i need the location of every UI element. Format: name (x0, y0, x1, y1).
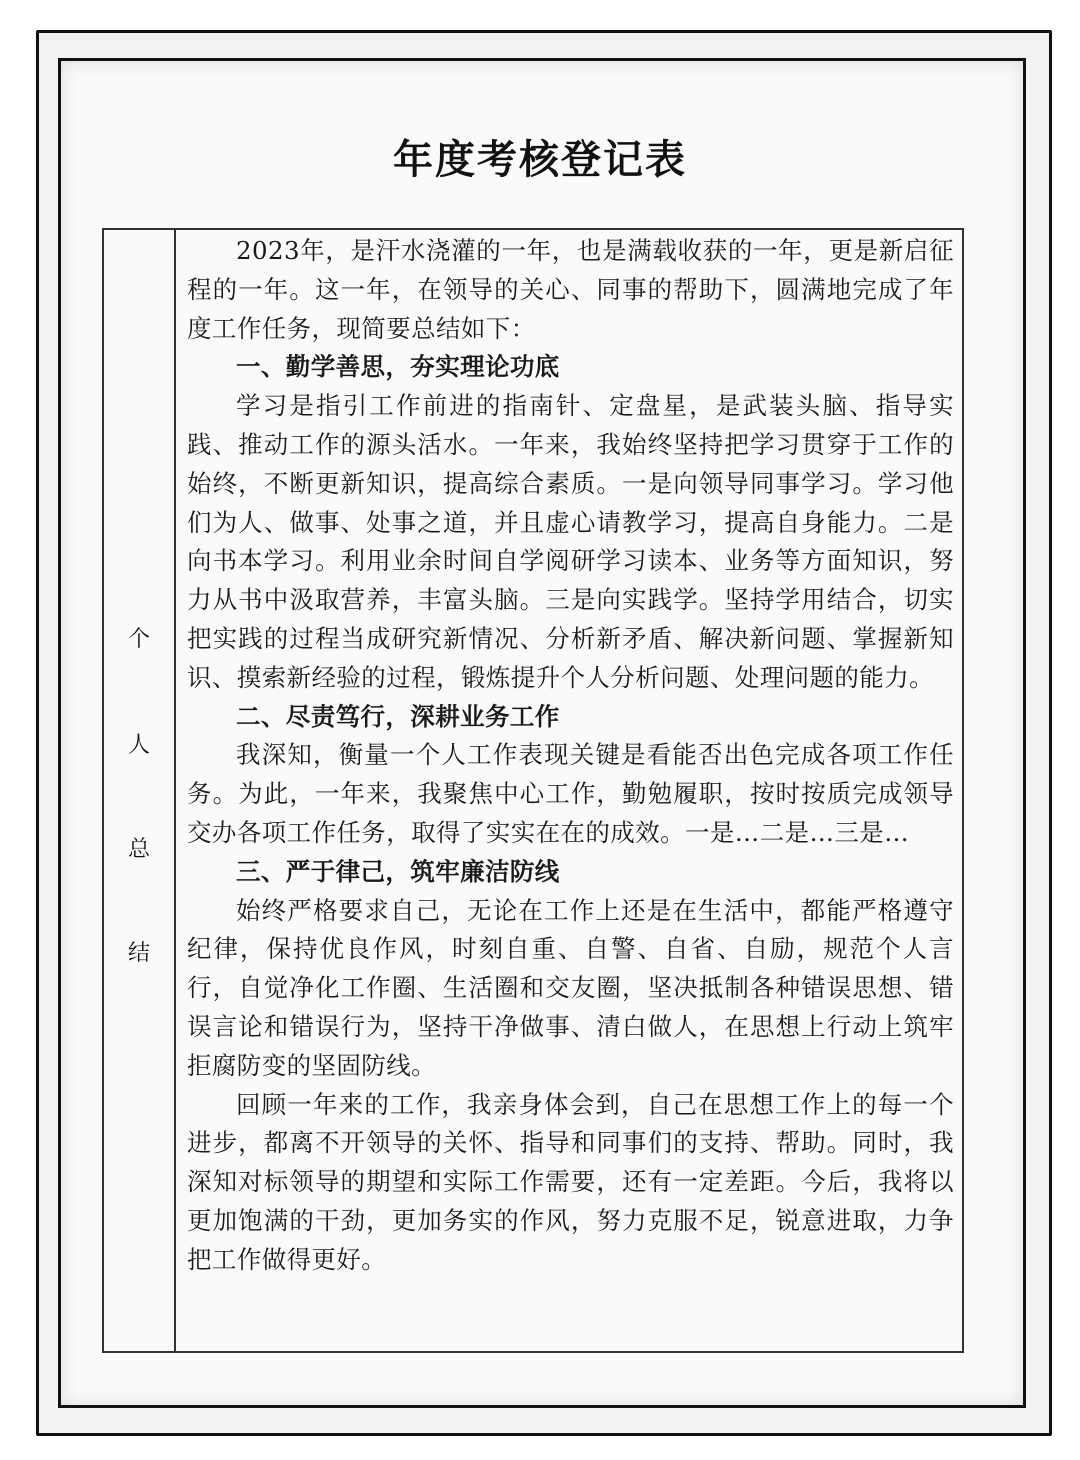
label-char: 个 (127, 627, 150, 652)
document-title: 年度考核登记表 (393, 137, 687, 183)
section-heading: 三、严于律己，筑牢廉洁防线 (236, 856, 560, 886)
closing-paragraph: 回顾一年来的工作，我亲身体会到，自己在思想工作上的每一个进步，都离不开领导的关怀、指导和同事们的支持、帮助。同时，我深知对标领导的期望和实际工作需要，还有一定差距。今后，我将以更加饱满的干劲，更加务实的作风，努力克服不足，锐意进取，力争把工作做得更好。 (187, 1089, 954, 1274)
section-paragraph: 始终严格要求自己，无论在工作上还是在生活中，都能严格遵守纪律，保持优良作风，时刻自重、自警、自省、自励，规范个人言行，自觉净化工作圈、生活圈和交友圈，坚决抵制各种错误思想、错误言论和错误行为，坚持干净做事、清白做人，在思想上行动上筑牢拒腐防变的坚固防线。 (187, 895, 954, 1080)
section-heading: 一、勤学善思，夯实理论功底 (236, 352, 560, 382)
intro-paragraph: 2023年，是汗水浇灌的一年，也是满载收获的一年，更是新启征程的一年。这一年，在领导的关心、同事的帮助下，圆满地完成了年度工作任务，现简要总结如下： (187, 236, 954, 343)
label-column (104, 230, 176, 1351)
label-char: 人 (127, 733, 150, 758)
section-paragraph: 学习是指引工作前进的指南针、定盘星，是武装头脑、指导实践、推动工作的源头活水。一年来，我始终坚持把学习贯穿于工作的始终，不断更新知识，提高综合素质。一是向领导同事学习。学习他们为人、做事、处事之道，并且虚心请教学习，提高自身能力。二是向书本学习。利用业余时间自学阅研学习读本、业务等方面知识，努力从书中汲取营养，丰富头脑。三是向实践学。坚持学用结合，切实把实践的过程当成研究新情况、分析新矛盾、解决新问题、掌握新知识、摸索新经验的过程，锻炼提升个人分析问题、处理问题的能力。 (187, 391, 954, 692)
label-char: 结 (127, 941, 150, 966)
section-paragraph: 我深知，衡量一个人工作表现关键是看能否出色完成各项工作任务。为此，一年来，我聚焦中心工作，勤勉履职，按时按质完成领导交办各项工作任务，取得了实实在在的成效。一是…二是…三是… (187, 740, 954, 847)
label-char: 总 (127, 837, 150, 862)
form-table (102, 228, 964, 1353)
section-heading: 二、尽责笃行，深耕业务工作 (236, 701, 560, 731)
summary-content (176, 230, 962, 1351)
